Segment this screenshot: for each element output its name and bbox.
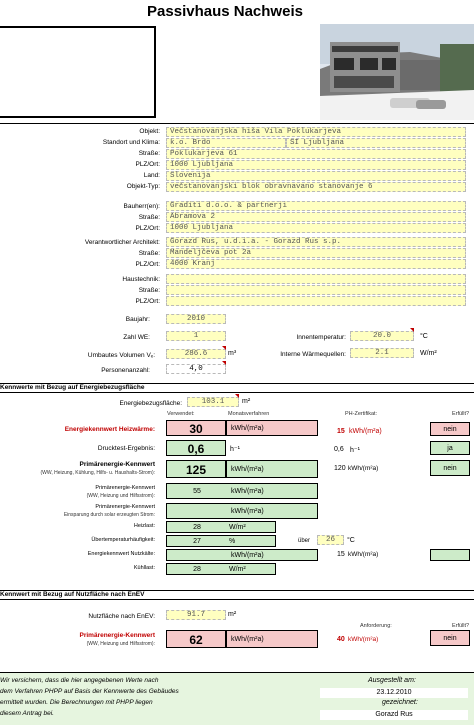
personen-label: Personenanzahl: xyxy=(101,367,150,374)
primaer-req-unit: kWh/(m²a) xyxy=(348,465,379,472)
nutzkaelte-erfuellt xyxy=(430,549,470,561)
heizwaerme-value-box xyxy=(166,420,226,436)
bauherr-plz-field[interactable]: 1000 Ljubljana xyxy=(166,223,466,233)
pe2-box xyxy=(166,483,318,499)
nutzkaelte-req: 15 xyxy=(337,551,345,558)
klima-field[interactable]: SI Ljubljana xyxy=(286,138,466,148)
innentemp-field[interactable]: 20.0 xyxy=(350,331,414,341)
pe2-sub: (WW, Heizung und Hilfsstrom): xyxy=(86,493,155,499)
nutzflaeche-field[interactable]: 91.7 xyxy=(166,610,226,620)
uebertemp-value: 27 xyxy=(193,538,201,545)
primaer-erfuellt: nein xyxy=(430,460,470,476)
kuehllast-box xyxy=(166,563,276,575)
objekt-field[interactable]: Večstanovanjska hiša Vila Poklukarjeva xyxy=(166,127,466,137)
drucktest-value-box xyxy=(166,440,226,456)
haustechnik-strasse-field[interactable] xyxy=(166,285,466,295)
enev-primaer-req-unit: kWh/(m²a) xyxy=(348,636,379,643)
primaer-req: 120 xyxy=(334,465,346,472)
bauherr-label: Bauherr(en): xyxy=(123,203,160,210)
drucktest-erfuellt: ja xyxy=(430,441,470,455)
primaer-value-box xyxy=(166,460,226,478)
heizlast-value: 28 xyxy=(193,524,201,531)
comment-marker-icon xyxy=(222,346,226,350)
pe3-box xyxy=(166,503,318,519)
architekt-plz-label: PLZ/Ort: xyxy=(135,261,160,268)
primaer-unit-box xyxy=(226,460,318,478)
baujahr-label: Baujahr: xyxy=(125,316,150,323)
footer-line-4: diesem Antrag bei. xyxy=(0,710,54,717)
enev-primaer-unit-box xyxy=(226,630,318,648)
kuehllast-unit: W/m² xyxy=(229,566,246,573)
nutzkaelte-label: Energiekennwert Nutzkälte: xyxy=(87,551,155,557)
comment-marker-icon xyxy=(410,328,414,332)
gezeichnet-field[interactable]: Gorazd Rus xyxy=(320,710,468,720)
zahl-we-label: Zahl WE: xyxy=(123,334,150,341)
building-photo xyxy=(320,24,474,120)
drucktest-value: 0,6 xyxy=(187,442,205,456)
heizwaerme-erfuellt: nein xyxy=(430,422,470,436)
haustechnik-strasse-label: Straße: xyxy=(138,287,160,294)
primaer-value: 125 xyxy=(185,463,207,477)
architekt-label: Verantwortlicher Architekt: xyxy=(84,239,160,246)
col-verwendet: Verwendet: xyxy=(167,411,195,417)
drucktest-unit: h⁻¹ xyxy=(230,446,240,453)
standort-label: Standort und Klima: xyxy=(102,139,160,146)
comment-marker-icon xyxy=(235,394,239,398)
enev-primaer-erfuellt: nein xyxy=(430,630,470,646)
waerme-label: Interne Wärmequellen: xyxy=(280,351,346,358)
logo-frame xyxy=(0,26,156,118)
strasse-field[interactable]: Poklukarjeva 61 xyxy=(166,149,466,159)
haustechnik-label: Haustechnik: xyxy=(122,276,160,283)
erfuellt-label: Erfüllt? xyxy=(452,623,470,629)
ueber-unit: °C xyxy=(347,537,355,544)
nutzflaeche-label: Nutzfläche nach EnEV: xyxy=(88,613,155,620)
nutzkaelte-unit: kWh/(m²a) xyxy=(231,552,264,559)
section-energy-heading: Kennwerte mit Bezug auf Energiebezugsfläche xyxy=(0,384,145,391)
pe2-unit: kWh/(m²a) xyxy=(231,488,264,495)
volumen-label: Umbautes Volumen Vₑ: xyxy=(87,352,155,359)
standort-field[interactable]: k.o. Brdo xyxy=(166,138,286,148)
nutzflaeche-unit: m² xyxy=(228,611,237,618)
waerme-unit: W/m² xyxy=(420,350,437,357)
plz-field[interactable]: 1000 Ljubljana xyxy=(166,160,466,170)
divider xyxy=(0,599,474,600)
gezeichnet-label: gezeichnet: xyxy=(382,699,418,706)
waerme-field[interactable]: 2.1 xyxy=(350,348,414,358)
baujahr-field[interactable]: 2010 xyxy=(166,314,226,324)
heizwaerme-req: 15 xyxy=(337,428,345,435)
col-monatsverfahren: Monatsverfahren xyxy=(228,411,270,417)
haustechnik-plz-label: PLZ/Ort: xyxy=(135,298,160,305)
architekt-field[interactable]: Gorazd Rus, u.d.i.a. - Gorazd Rus s.p. xyxy=(166,237,466,247)
bauherr-plz-label: PLZ/Ort: xyxy=(135,225,160,232)
primaer-label: Primärenergie-Kennwert xyxy=(79,461,155,468)
enev-primaer-value: 62 xyxy=(189,633,203,647)
heizlast-box xyxy=(166,521,276,533)
ueber-temp-field[interactable]: 26 xyxy=(317,535,344,545)
bauherr-field[interactable]: Graditi d.o.o. & partnerji xyxy=(166,201,466,211)
heizwaerme-unit: kWh/(m²a) xyxy=(231,425,264,432)
heizwaerme-req-unit: kWh/(m²a) xyxy=(349,428,382,435)
land-label: Land: xyxy=(143,172,160,179)
zahl-we-field[interactable]: 1 xyxy=(166,331,226,341)
haustechnik-plz-field[interactable] xyxy=(166,296,466,306)
footer-line-3: ermittelt wurden. Die Berechnungen mit PHPP liegen xyxy=(0,699,153,706)
personen-field[interactable]: 4,0 xyxy=(166,364,226,374)
nutzkaelte-req-unit: kWh/(m²a) xyxy=(348,551,379,558)
architekt-strasse-field[interactable]: Mandeljčeva pot 2a xyxy=(166,248,466,258)
heizwaerme-unit-box xyxy=(226,420,318,436)
objekttyp-label: Objekt-Typ: xyxy=(126,183,160,190)
plz-label: PLZ/Ort: xyxy=(135,161,160,168)
footer-line-1: Wir versichern, dass die hier angegebenen Werte nach xyxy=(0,677,159,684)
uebertemp-box xyxy=(166,535,276,547)
drucktest-req: 0,6 xyxy=(334,446,344,453)
pe2-value: 55 xyxy=(193,488,201,495)
divider xyxy=(0,392,474,393)
volumen-unit: m³ xyxy=(228,350,237,357)
enev-primaer-value-box xyxy=(166,630,226,648)
heizwaerme-label: Energiekennwert Heizwärme: xyxy=(64,426,155,433)
innentemp-label: Innentemperatur: xyxy=(296,334,346,341)
col-erfuellt: Erfüllt? xyxy=(452,411,470,417)
uebertemp-label: Übertemperaturhäufigkeit: xyxy=(91,537,155,543)
ausgestellt-label: Ausgestellt am: xyxy=(368,677,416,684)
objekttyp-field[interactable]: večstanovanjski blok obravnavano stanovanje 6 xyxy=(166,182,466,192)
innentemp-unit: °C xyxy=(420,333,428,340)
uebertemp-unit: % xyxy=(229,538,236,545)
ausgestellt-field[interactable]: 23.12.2010 xyxy=(320,688,468,698)
kuehllast-value: 28 xyxy=(193,566,201,573)
nutzkaelte-box xyxy=(166,549,318,561)
comment-marker-icon xyxy=(222,361,226,365)
architekt-plz-field[interactable]: 4000 Kranj xyxy=(166,259,466,269)
land-field[interactable]: Slovenija xyxy=(166,171,466,181)
primaer-unit: kWh/(m²a) xyxy=(231,466,264,473)
heizlast-label: Heizlast: xyxy=(133,523,155,529)
pe3-sub: Einsparung durch solar erzeugten Strom: xyxy=(63,512,155,518)
heizlast-unit: W/m² xyxy=(229,524,246,531)
enev-primaer-label: Primärenergie-Kennwert xyxy=(79,632,155,639)
architekt-strasse-label: Straße: xyxy=(138,250,160,257)
section-enev-heading: Kennwert mit Bezug auf Nutzfläche nach EnEV xyxy=(0,591,145,598)
ebf-unit: m² xyxy=(242,398,251,405)
objekt-label: Objekt: xyxy=(139,128,160,135)
heizwaerme-value: 30 xyxy=(189,422,203,436)
kuehllast-label: Kühllast: xyxy=(133,565,155,571)
drucktest-label: Drucktest-Ergebnis: xyxy=(97,445,155,452)
divider xyxy=(0,123,474,124)
footer-line-2: dem Verfahren PHPP auf Basis der Kennwerte des Gebäudes xyxy=(0,688,179,695)
bauherr-strasse-label: Straße: xyxy=(138,214,160,221)
volumen-field[interactable]: 286.6 xyxy=(166,349,226,359)
drucktest-req-unit: h⁻¹ xyxy=(350,447,360,454)
anforderung-label: Anforderung: xyxy=(360,623,392,629)
page-title: Passivhaus Nachweis xyxy=(147,3,303,20)
primaer-sub: (WW, Heizung, Kühlung, Hilfs- u. Haushalts-Strom): xyxy=(40,470,155,476)
ebf-field[interactable]: 103.1 xyxy=(187,397,239,407)
pe2-label: Primärenergie-Kennwert xyxy=(95,485,155,491)
enev-primaer-req: 40 xyxy=(337,636,345,643)
enev-primaer-sub: (WW, Heizung und Hilfsstrom): xyxy=(86,641,155,647)
pe3-label: Primärenergie-Kennwert xyxy=(95,504,155,510)
enev-primaer-unit: kWh/(m²a) xyxy=(231,636,264,643)
pe3-unit: kWh/(m²a) xyxy=(231,508,264,515)
haustechnik-field[interactable] xyxy=(166,274,466,284)
ebf-label: Energiebezugsfläche: xyxy=(119,400,182,407)
strasse-label: Straße: xyxy=(138,150,160,157)
ueber-label: über xyxy=(298,538,311,544)
col-ph-zertifikat: PH-Zertifikat: xyxy=(345,411,378,417)
bauherr-strasse-field[interactable]: Abramova 2 xyxy=(166,212,466,222)
